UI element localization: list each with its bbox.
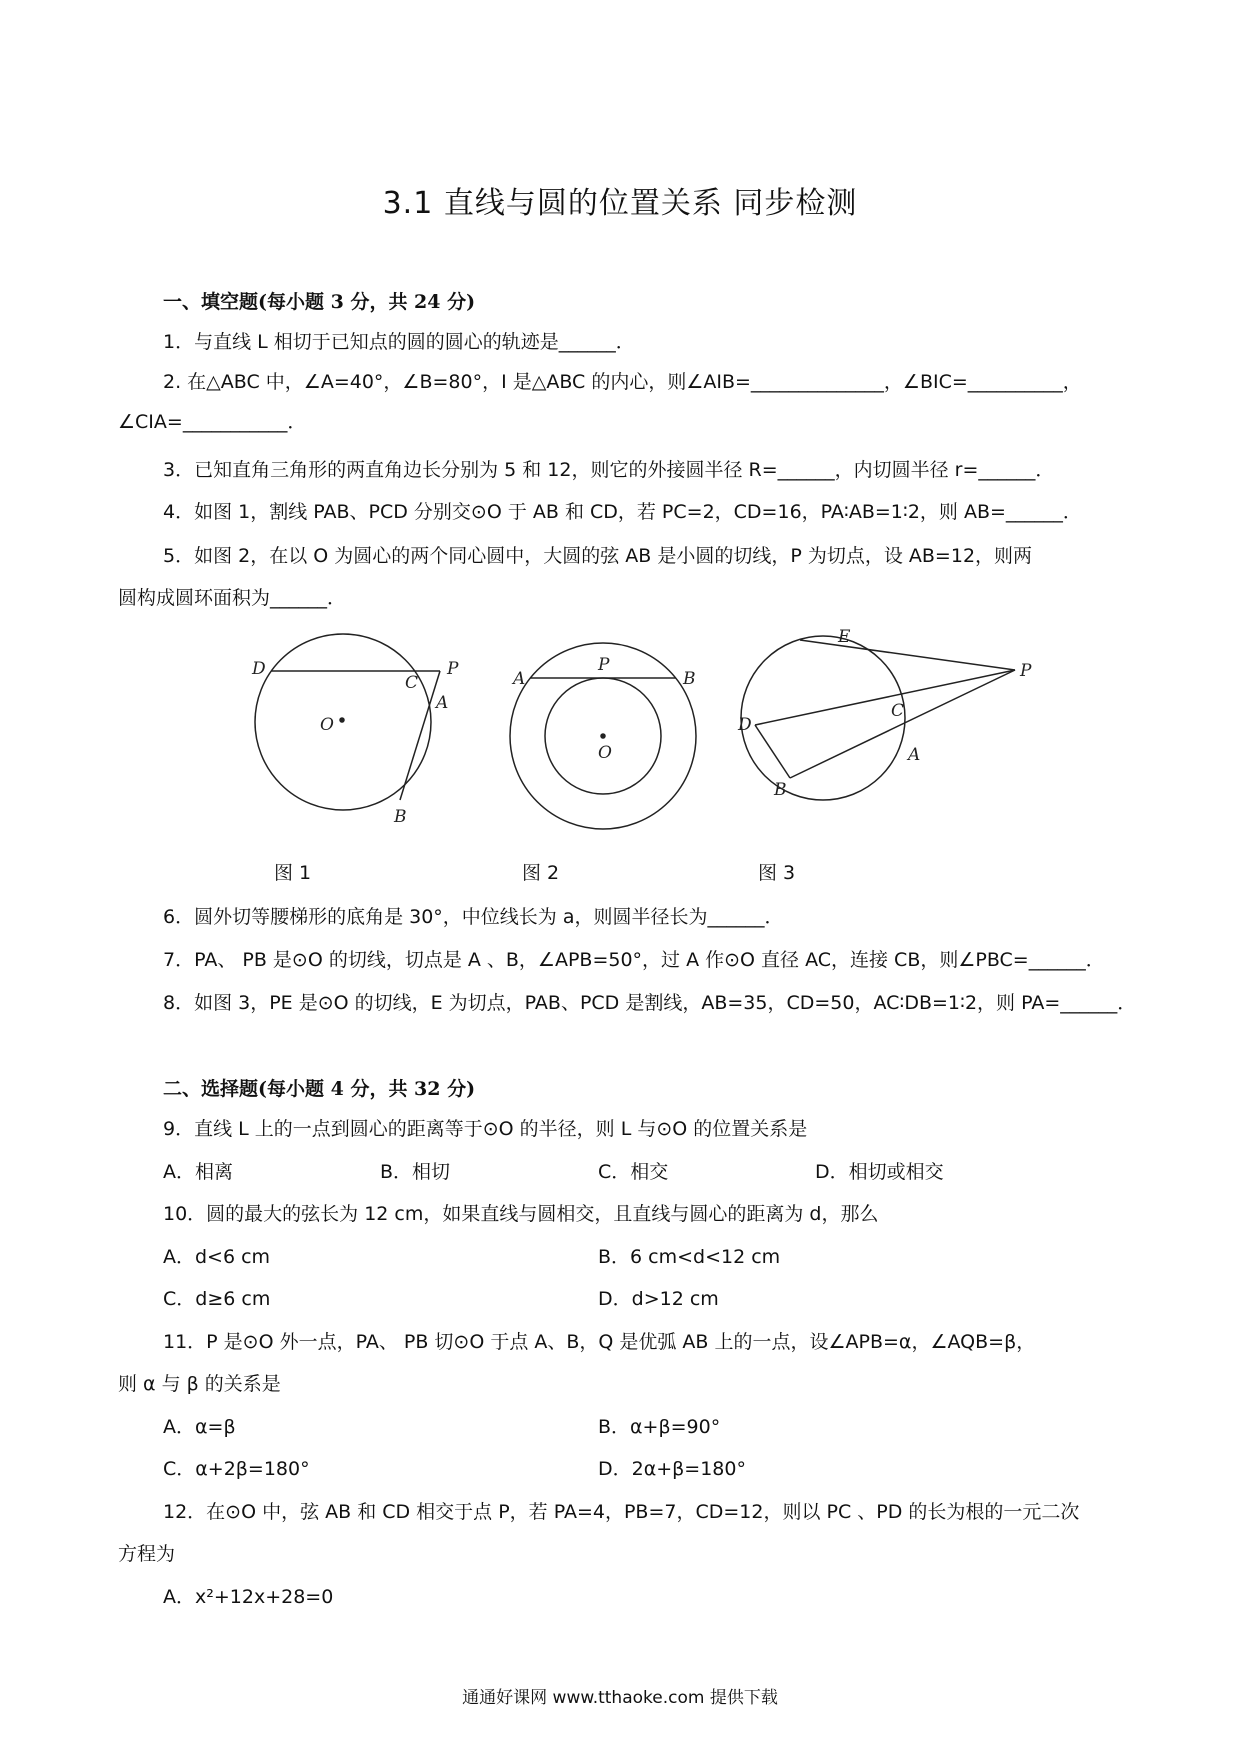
figure-1-caption: 图 1 [274,862,312,884]
page-footer: 通通好课网 www.tthaoke.com 提供下载 [462,1688,778,1708]
fig3-tangent-pe [800,640,1015,670]
fig3-label-b: B [774,780,787,800]
question-1: 1．与直线 L 相切于已知点的圆的圆心的轨迹是______． [163,331,635,353]
question-11-continued: 则 α 与 β 的关系是 [118,1373,281,1395]
figure-2-caption: 图 2 [522,862,560,884]
fig2-label-b: B [683,669,696,689]
question-2-continued: ∠CIA=___________． [118,411,307,433]
question-7: 7．PA、 PB 是⊙O 的切线，切点是 A 、B，∠APB=50°，过 A 作⊙O 直径 AC，连接 CB，则∠PBC=______． [163,949,1105,971]
question-4: 4．如图 1，割线 PAB、PCD 分别交⊙O 于 AB 和 CD，若 PC=2，CD=16，PA∶AB=1∶2，则 AB=______． [163,501,1082,523]
q11-option-d: D．2α+β=180° [598,1458,746,1480]
section-choice-heading: 二、选择题(每小题 4 分，共 32 分) [163,1078,476,1100]
question-5-continued: 圆构成圆环面积为______． [118,587,347,609]
q10-option-b: B．6 cm<d<12 cm [598,1246,781,1268]
fig3-label-c: C [891,701,905,721]
question-3: 3．已知直角三角形的两直角边长分别为 5 和 12，则它的外接圆半径 R=______，内切圆半径 r=______． [163,459,1055,481]
question-12: 12．在⊙O 中，弦 AB 和 CD 相交于点 P，若 PA=4，PB=7，CD=12，则以 PC 、PD 的长为根的一元二次 [163,1501,1080,1523]
fig1-label-a: A [436,693,449,713]
fig3-label-d: D [738,715,752,735]
question-8: 8．如图 3，PE 是⊙O 的切线，E 为切点，PAB、PCD 是割线，AB=35，CD=50，AC∶DB=1∶2，则 PA=______． [163,992,1137,1014]
question-5: 5．如图 2，在以 O 为圆心的两个同心圆中，大圆的弦 AB 是小圆的切线，P 为切点，设 AB=12，则两 [163,545,1033,567]
figure-1 [255,634,440,810]
fig1-label-p: P [447,659,459,679]
question-6: 6．圆外切等腰梯形的底角是 30°，中位线长为 a，则圆半径长为______． [163,906,784,928]
fig1-label-d: D [252,659,266,679]
fig3-label-e: E [838,627,851,647]
q11-option-c: C．α+2β=180° [163,1458,310,1480]
figure-3 [741,636,1015,800]
q11-option-a: A．α=β [163,1416,236,1438]
q10-option-d: D．d>12 cm [598,1288,719,1310]
q9-option-a: A．相离 [163,1161,233,1183]
q12-option-a: A．x²+12x+28=0 [163,1586,334,1608]
question-11: 11．P 是⊙O 外一点，PA、 PB 切⊙O 于点 A、B，Q 是优弧 AB 上的一点，设∠APB=α，∠AQB=β， [163,1331,1036,1353]
q9-option-c: C．相交 [598,1161,669,1183]
page-title: 3.1 直线与圆的位置关系 同步检测 [382,186,858,221]
question-2: 2. 在△ABC 中，∠A=40°，∠B=80°，I 是△ABC 的内心，则∠AIB=______________，∠BIC=__________， [163,371,1082,393]
fig1-label-c: C [405,673,419,693]
fig3-label-p: P [1020,661,1032,681]
fig3-circle [741,636,905,800]
q10-option-c: C．d≥6 cm [163,1288,271,1310]
geometry-figures [240,627,1060,850]
fig3-label-a: A [908,745,921,765]
fig2-label-p: P [598,655,610,675]
q11-option-b: B．α+β=90° [598,1416,721,1438]
question-12-continued: 方程为 [118,1543,176,1565]
fig2-label-a: A [513,669,526,689]
q9-option-d: D．相切或相交 [815,1161,944,1183]
figure-3-caption: 图 3 [758,862,796,884]
question-9: 9．直线 L 上的一点到圆心的距离等于⊙O 的半径，则 L 与⊙O 的位置关系是 [163,1118,808,1140]
fig1-label-o: O [320,715,334,735]
question-10: 10．圆的最大的弦长为 12 cm，如果直线与圆相交，且直线与圆心的距离为 d，那么 [163,1203,879,1225]
q10-option-a: A．d<6 cm [163,1246,271,1268]
fig1-center-dot [340,718,344,722]
q9-option-b: B．相切 [380,1161,451,1183]
section-fill-in-heading: 一、填空题(每小题 3 分，共 24 分) [163,291,476,313]
fig1-label-b: B [394,807,407,827]
fig3-secant-pcd [755,670,1015,725]
fig2-label-o: O [598,743,612,763]
fig3-secant-pab [790,670,1015,778]
fig2-center-dot [601,734,605,738]
